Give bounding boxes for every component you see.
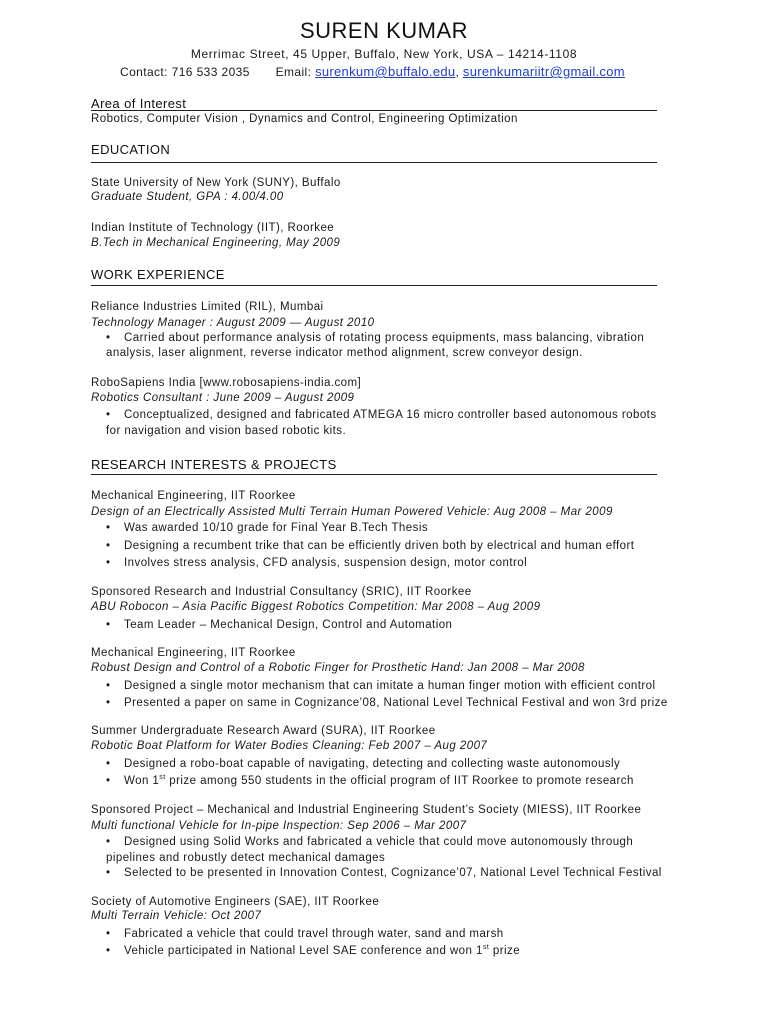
section-rule <box>91 110 657 111</box>
project-title: Robotic Boat Platform for Water Bodies Cleaning: Feb 2007 – Aug 2007 <box>91 740 488 752</box>
bullet-text: Won 1 <box>124 775 160 787</box>
section-title-education: EDUCATION <box>91 142 171 157</box>
project-org: Mechanical Engineering, IIT Roorkee <box>91 647 296 659</box>
project-bullet: • Involves stress analysis, CFD analysis, suspension design, motor control <box>106 557 527 569</box>
project-bullet: • Designing a recumbent trike that can be efficiently driven both by electrical and human effort <box>106 540 634 552</box>
project-title: ABU Robocon – Asia Pacific Biggest Robotics Competition: Mar 2008 – Aug 2009 <box>91 601 541 613</box>
project-org: Sponsored Research and Industrial Consultancy (SRIC), IIT Roorkee <box>91 586 472 598</box>
section-rule <box>91 162 657 163</box>
section-title-research: RESEARCH INTERESTS & PROJECTS <box>91 457 337 472</box>
work-role: Robotics Consultant : June 2009 – August 2009 <box>91 392 355 404</box>
project-bullet: • Designed a robo-boat capable of navigating, detecting and collecting waste autonomously <box>106 758 620 770</box>
project-bullet: • Selected to be presented in Innovation Contest, Cognizance’07, National Level Technical Festival <box>106 867 662 879</box>
project-bullet: • Was awarded 10/10 grade for Final Year B.Tech Thesis <box>106 522 428 534</box>
project-org: Society of Automotive Engineers (SAE), IIT Roorkee <box>91 896 380 908</box>
email-separator: , <box>455 65 460 79</box>
ordinal-suffix: st <box>159 774 166 782</box>
project-org: Summer Undergraduate Research Award (SURA), IIT Roorkee <box>91 725 436 737</box>
bullet-text: prize <box>489 945 521 957</box>
email-label: Email: <box>275 65 312 79</box>
project-bullet: • Fabricated a vehicle that could travel through water, sand and marsh <box>106 928 504 940</box>
address-line: Merrimac Street, 45 Upper, Buffalo, New York, USA – 14214-1108 <box>190 47 578 61</box>
bullet-text: Vehicle participated in National Level SAE conference and won 1 <box>124 945 483 957</box>
project-bullet: • Team Leader – Mechanical Design, Control and Automation <box>106 619 452 631</box>
project-org: Sponsored Project – Mechanical and Industrial Engineering Student’s Society (MIESS), IIT Roorkee <box>91 804 642 816</box>
education-detail: B.Tech in Mechanical Engineering, May 2009 <box>91 237 341 249</box>
resume-name: SUREN KUMAR <box>299 18 469 43</box>
work-role: Technology Manager : August 2009 — August 2010 <box>91 317 375 329</box>
project-bullet <box>106 775 634 787</box>
work-bullet-continued: analysis, laser alignment, reverse indicator method alignment, screw conveyor design. <box>106 347 583 359</box>
project-bullet <box>106 945 520 957</box>
work-org: RoboSapiens India [www.robosapiens-india.com] <box>91 377 362 389</box>
email-link-buffalo[interactable]: surenkum@buffalo.edu <box>315 64 456 79</box>
email-link-gmail[interactable]: surenkumariitr@gmail.com <box>462 64 625 79</box>
project-title: Multi functional Vehicle for In-pipe Inspection: Sep 2006 – Mar 2007 <box>91 820 467 832</box>
project-bullet: • Designed using Solid Works and fabricated a vehicle that could move autonomously through <box>106 836 633 848</box>
bullet-text: prize among 550 students in the official program of IIT Roorkee to promote research <box>165 775 634 787</box>
phone-label: Contact: 716 533 2035 <box>120 65 250 79</box>
project-bullet-continued: pipelines and robustly detect mechanical damages <box>106 852 386 864</box>
education-detail: Graduate Student, GPA : 4.00/4.00 <box>91 191 284 203</box>
section-rule <box>91 285 657 286</box>
ordinal-suffix: st <box>482 944 490 952</box>
education-school: State University of New York (SUNY), Buffalo <box>91 177 341 189</box>
education-school: Indian Institute of Technology (IIT), Roorkee <box>91 222 335 234</box>
work-bullet: • Carried about performance analysis of rotating process equipments, mass balancing, vibration <box>106 332 644 344</box>
section-title-area-of-interest: Area of Interest <box>91 96 187 111</box>
project-bullet: • Designed a single motor mechanism that can imitate a human finger motion with efficient control <box>106 680 656 692</box>
contact-line <box>120 64 625 79</box>
work-bullet: • Conceptualized, designed and fabricated ATMEGA 16 micro controller based autonomous robots <box>106 409 657 421</box>
area-of-interest-text: Robotics, Computer Vision , Dynamics and Control, Engineering Optimization <box>91 113 518 125</box>
project-title: Design of an Electrically Assisted Multi Terrain Human Powered Vehicle: Aug 2008 – Mar 2009 <box>91 506 613 518</box>
work-bullet-continued: for navigation and vision based robotic kits. <box>106 425 347 437</box>
work-org: Reliance Industries Limited (RIL), Mumbai <box>91 301 324 313</box>
project-org: Mechanical Engineering, IIT Roorkee <box>91 490 296 502</box>
section-title-work-experience: WORK EXPERIENCE <box>91 267 225 282</box>
section-rule <box>91 474 657 475</box>
project-title: Robust Design and Control of a Robotic Finger for Prosthetic Hand: Jan 2008 – Mar 2008 <box>91 662 585 674</box>
project-bullet: • Presented a paper on same in Cognizance’08, National Level Technical Festival and won 3rd prize <box>106 697 668 709</box>
project-title: Multi Terrain Vehicle: Oct 2007 <box>91 910 262 922</box>
